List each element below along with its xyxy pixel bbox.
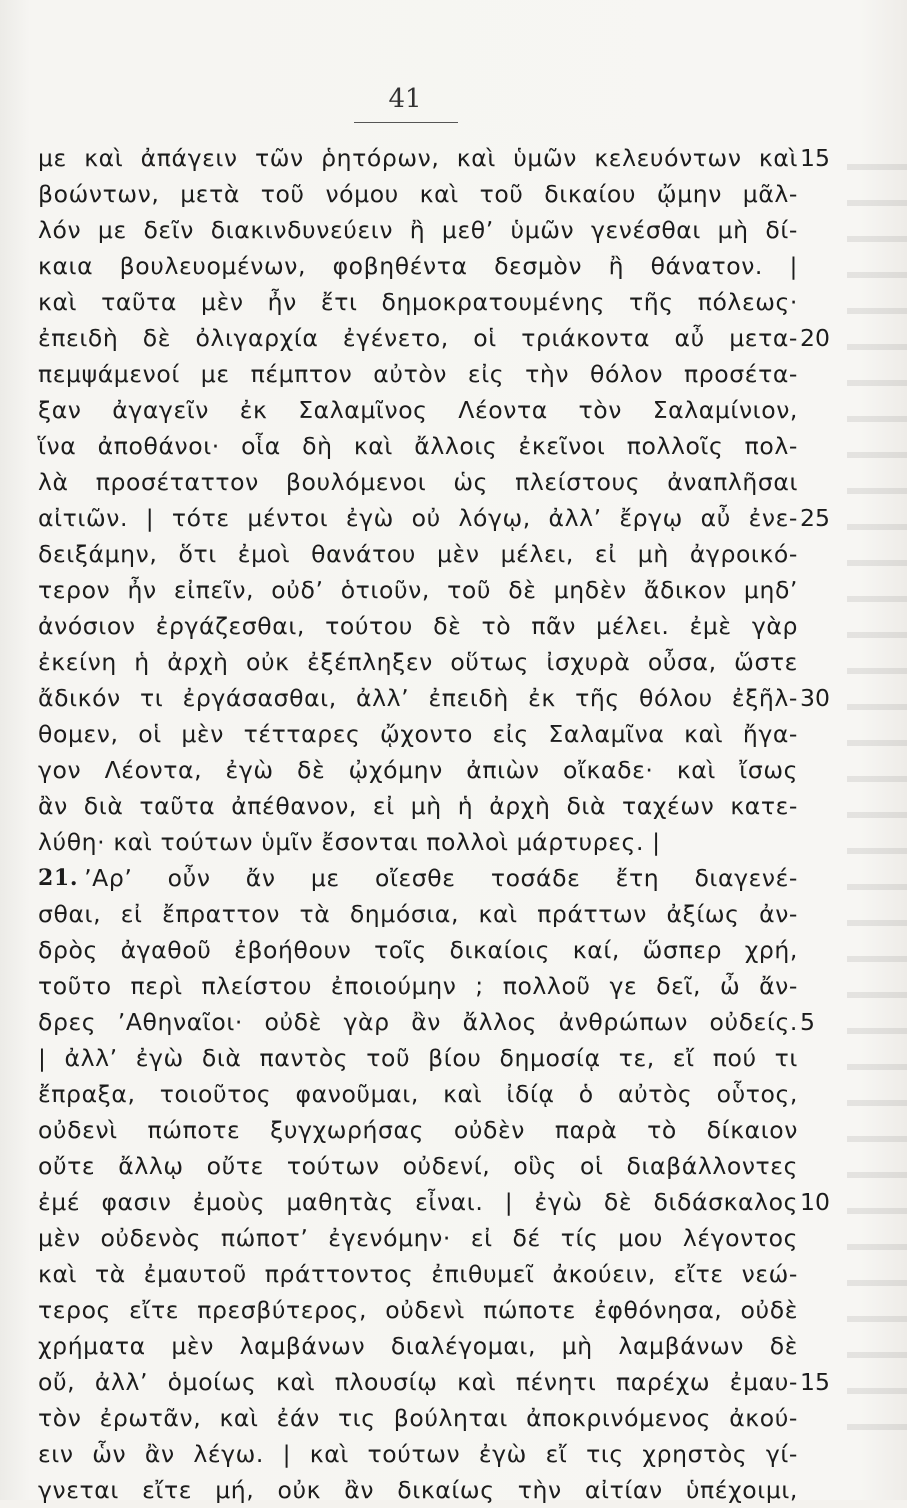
text-line — [38, 1364, 798, 1400]
line-text: καὶ ταῦτα μὲν ἦν ἔτι δημοκρατουμένης τῆς πόλεως· — [38, 288, 798, 316]
line-text: ἵνα ἀποθάνοι· οἷα δὴ καὶ ἄλλοις ἐκεῖνοι πολλοῖς πολ- — [38, 432, 798, 460]
page-number-rule — [354, 122, 458, 123]
line-text: αἰτιῶν. | τότε μέντοι ἐγὼ οὐ λόγῳ, ἀλλʼ ἔργῳ αὖ ἐνε- — [38, 504, 798, 532]
text-line — [38, 176, 798, 212]
line-number: 30 — [800, 684, 830, 712]
line-text: οὔ, ἀλλʼ ὁμοίως καὶ πλουσίῳ καὶ πένητι παρέχω ἐμαυ- — [38, 1368, 798, 1396]
text-line — [38, 536, 798, 572]
line-text: ἔπραξα, τοιοῦτος φανοῦμαι, καὶ ἰδίᾳ ὁ αὐτὸς οὗτος, — [38, 1080, 798, 1108]
line-text: δειξάμην, ὅτι ἐμοὶ θανάτου μὲν μέλει, εἰ μὴ ἀγροικό- — [38, 540, 798, 568]
line-text: ειν ὧν ἂν λέγω. | καὶ τούτων ἐγὼ εἴ τις χρηστὸς γί- — [38, 1440, 798, 1468]
line-text: οὐδενὶ πώποτε ξυγχωρήσας οὐδὲν παρὰ τὸ δίκαιον — [38, 1116, 798, 1144]
text-line — [38, 1328, 798, 1364]
text-line — [38, 284, 798, 320]
text-line — [38, 428, 798, 464]
text-line — [38, 1220, 798, 1256]
text-line — [38, 932, 798, 968]
text-line — [38, 896, 798, 932]
line-text: ἐπειδὴ δὲ ὀλιγαρχία ἐγένετο, οἱ τριάκοντα αὖ μετα- — [38, 324, 798, 352]
line-number: 15 — [800, 1368, 830, 1396]
text-line — [38, 1148, 798, 1184]
text-line — [38, 464, 798, 500]
text-line — [38, 1256, 798, 1292]
line-text: ἂν διὰ ταῦτα ἀπέθανον, εἰ μὴ ἡ ἀρχὴ διὰ ταχέων κατε- — [38, 792, 798, 820]
line-text: ἐμέ φασιν ἐμοὺς μαθητὰς εἶναι. | ἐγὼ δὲ διδάσκαλος — [38, 1188, 798, 1216]
line-text: λύθη· καὶ τούτων ὑμῖν ἔσονται πολλοὶ μάρτυρες. | — [38, 828, 661, 856]
text-line — [38, 1004, 798, 1040]
text-line — [38, 500, 798, 536]
text-line — [38, 680, 798, 716]
line-number: 5 — [800, 1008, 815, 1036]
text-line — [38, 1292, 798, 1328]
line-text: καια βουλευομένων, φοβηθέντα δεσμὸν ἢ θάνατον. | — [38, 252, 798, 280]
text-line — [38, 860, 798, 896]
line-text: πεμψάμενοί με πέμπτον αὐτὸν εἰς τὴν θόλον προσέτα- — [38, 360, 798, 388]
line-text: με καὶ ἀπάγειν τῶν ῥητόρων, καὶ ὑμῶν κελευόντων καὶ — [38, 144, 798, 172]
text-line — [38, 248, 798, 284]
line-text: θομεν, οἱ μὲν τέτταρες ᾤχοντο εἰς Σαλαμῖνα καὶ ἤγα- — [38, 720, 798, 748]
text-line — [38, 356, 798, 392]
line-number: 25 — [800, 504, 830, 532]
text-line — [38, 716, 798, 752]
text-line — [38, 968, 798, 1004]
line-text: ἄδικόν τι ἐργάσασθαι, ἀλλʼ ἐπειδὴ ἐκ τῆς θόλου ἐξῆλ- — [38, 684, 798, 712]
line-text: χρήματα μὲν λαμβάνων διαλέγομαι, μὴ λαμβάνων δὲ — [38, 1332, 798, 1360]
line-number: 20 — [800, 324, 830, 352]
line-text: ἐκείνη ἡ ἀρχὴ οὐκ ἐξέπληξεν οὕτως ἰσχυρὰ οὖσα, ὥστε — [38, 648, 798, 676]
text-line — [38, 140, 798, 176]
text-line — [38, 392, 798, 428]
line-text: γνεται εἴτε μή, οὐκ ἂν δικαίως τὴν αἰτίαν ὑπέχοιμι, — [38, 1476, 798, 1504]
line-text: βοώντων, μετὰ τοῦ νόμου καὶ τοῦ δικαίου ᾤμην μᾶλ- — [38, 180, 798, 208]
line-text: ἀνόσιον ἐργάζεσθαι, τούτου δὲ τὸ πᾶν μέλει. ἐμὲ γὰρ — [38, 612, 798, 640]
text-line — [38, 572, 798, 608]
text-line — [38, 320, 798, 356]
text-line — [38, 1436, 798, 1472]
text-line — [38, 1400, 798, 1436]
line-number: 15 — [800, 144, 830, 172]
text-line — [38, 824, 798, 860]
line-number: 10 — [800, 1188, 830, 1216]
line-text: οὔτε ἄλλῳ οὔτε τούτων οὐδενί, οὓς οἱ διαβάλλοντες — [38, 1152, 798, 1180]
text-line — [38, 1076, 798, 1112]
line-text: λὰ προσέταττον βουλόμενοι ὡς πλείστους ἀναπλῆσαι — [38, 468, 798, 496]
text-line — [38, 788, 798, 824]
body-text — [38, 140, 830, 1508]
text-line — [38, 1040, 798, 1076]
text-line — [38, 1112, 798, 1148]
line-text: λόν με δεῖν διακινδυνεύειν ἢ μεθʼ ὑμῶν γενέσθαι μὴ δί- — [38, 216, 798, 244]
page-number: 41 — [388, 84, 422, 114]
line-text: τὸν ἐρωτᾶν, καὶ ἐάν τις βούληται ἀποκρινόμενος ἀκού- — [38, 1404, 798, 1432]
text-line — [38, 1472, 798, 1508]
text-line — [38, 752, 798, 788]
text-line — [38, 608, 798, 644]
chapter-number: 21. — [38, 865, 79, 891]
line-text: ʼΑρʼ οὖν ἄν με οἴεσθε τοσάδε ἔτη διαγενέ- — [84, 864, 798, 892]
line-text: δρες ʼΑθηναῖοι· οὐδὲ γὰρ ἂν ἄλλος ἀνθρώπων οὐδείς. — [38, 1008, 798, 1036]
line-text: τοῦτο περὶ πλείστου ἐποιούμην ; πολλοῦ γε δεῖ, ὦ ἄν- — [38, 972, 798, 1000]
text-line — [38, 644, 798, 680]
line-text: δρὸς ἀγαθοῦ ἐβοήθουν τοῖς δικαίοις καί, ὥσπερ χρή, — [38, 936, 798, 964]
line-text: μὲν οὐδενὸς πώποτʼ ἐγενόμην· εἰ δέ τίς μου λέγοντος — [38, 1224, 798, 1252]
line-text: τερον ἦν εἰπεῖν, οὐδʼ ὁτιοῦν, τοῦ δὲ μηδὲν ἄδικον μηδʼ — [38, 576, 798, 604]
line-text: τερος εἴτε πρεσβύτερος, οὐδενὶ πώποτε ἐφθόνησα, οὐδὲ — [38, 1296, 798, 1324]
line-text: | ἀλλʼ ἐγὼ διὰ παντὸς τοῦ βίου δημοσίᾳ τε, εἴ πού τι — [38, 1044, 798, 1072]
text-line — [38, 212, 798, 248]
line-text: γον Λέοντα, ἐγὼ δὲ ᾠχόμην ἀπιὼν οἴκαδε· καὶ ἴσως — [38, 756, 798, 784]
line-text: σθαι, εἰ ἔπραττον τὰ δημόσια, καὶ πράττων ἀξίως ἀν- — [38, 900, 798, 928]
text-line — [38, 1184, 798, 1220]
line-text: καὶ τὰ ἐμαυτοῦ πράττοντος ἐπιθυμεῖ ἀκούειν, εἴτε νεώ- — [38, 1260, 798, 1288]
line-text: ξαν ἀγαγεῖν ἐκ Σαλαμῖνος Λέοντα τὸν Σαλαμίνιον, — [38, 396, 798, 424]
